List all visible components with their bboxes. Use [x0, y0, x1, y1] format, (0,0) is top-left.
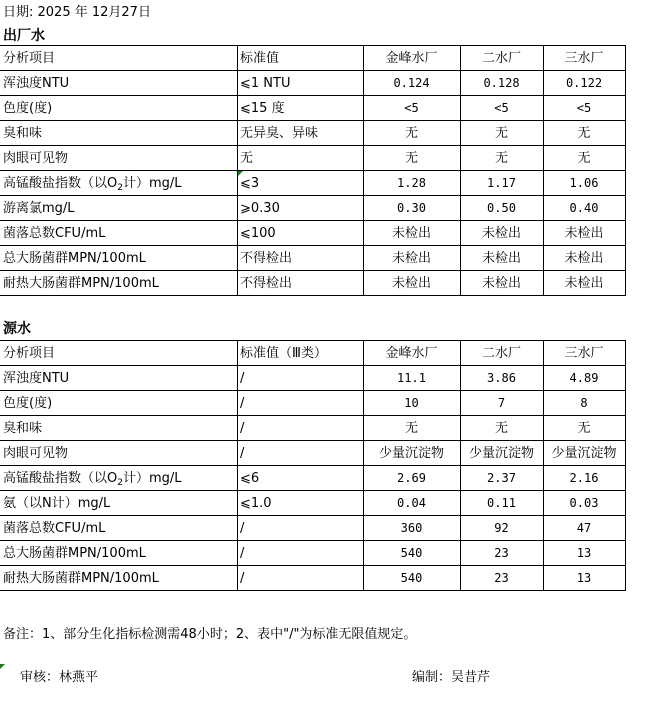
raw-water-gridline-h [0, 540, 625, 541]
finished-water-gridline-v [625, 45, 626, 296]
finished-water-gridline-h [0, 70, 625, 71]
finished-water-cell: <5 [494, 101, 509, 115]
raw-water-cell: 菌落总数CFU/mL [3, 521, 106, 536]
raw-water-cell: / [240, 371, 245, 386]
report-date: 日期: 2025 年 12月27日 [3, 5, 151, 20]
finished-water-gridline-h [0, 245, 625, 246]
finished-water-cell: 未检出 [564, 276, 604, 291]
finished-water-cell: 肉眼可见物 [3, 151, 69, 166]
footnote: 备注：1、部分生化指标检测需48小时；2、表中"/"为标准无限值规定。 [3, 627, 417, 642]
finished-water-header-cell: 三水厂 [564, 51, 604, 66]
finished-water-cell: 无 [494, 126, 508, 141]
comment-marker-icon [0, 664, 5, 669]
raw-water-cell: / [240, 446, 245, 461]
raw-water-cell: 0.03 [569, 496, 599, 510]
finished-water-cell: 游离氯mg/L [3, 201, 75, 216]
raw-water-gridline-h [0, 390, 625, 391]
raw-water-cell: 少量沉淀物 [551, 446, 617, 461]
finished-water-cell: 1.06 [569, 176, 599, 190]
finished-water-cell: 无 [577, 126, 591, 141]
finished-water-gridline-h [0, 195, 625, 196]
raw-water-cell: 540 [400, 546, 423, 560]
raw-water-cell: 360 [400, 521, 423, 535]
raw-water-cell: 无 [494, 421, 508, 436]
raw-water-gridline-h [0, 365, 625, 366]
raw-water-cell: / [240, 571, 245, 586]
raw-water-cell: 92 [494, 521, 509, 535]
raw-water-cell: 少量沉淀物 [468, 446, 534, 461]
raw-water-gridline-h [0, 465, 625, 466]
raw-water-gridline-h [0, 515, 625, 516]
section-title-finished-water: 出厂水 [3, 28, 45, 44]
raw-water-cell: / [240, 546, 245, 561]
raw-water-cell: 2.69 [397, 471, 426, 485]
finished-water-cell: 未检出 [391, 251, 431, 266]
finished-water-cell: 无 [494, 151, 508, 166]
finished-water-gridline-h [0, 220, 625, 221]
raw-water-cell: 无 [577, 421, 591, 436]
raw-water-cell: 11.1 [397, 371, 426, 385]
finished-water-cell: 高锰酸盐指数（以$O_2$计）mg/L [3, 176, 182, 193]
finished-water-cell: 0.50 [487, 201, 516, 215]
raw-water-cell: 3.86 [487, 371, 516, 385]
finished-water-cell: ⩾0.30 [240, 201, 280, 216]
finished-water-cell: 无 [404, 126, 418, 141]
raw-water-cell: 2.16 [569, 471, 599, 485]
raw-water-cell: 23 [494, 546, 509, 560]
finished-water-header-cell: 分析项目 [3, 51, 56, 66]
finished-water-gridline-h [0, 120, 625, 121]
finished-water-cell: 0.40 [569, 201, 599, 215]
finished-water-cell: 菌落总数CFU/mL [3, 226, 106, 241]
raw-water-cell: 臭和味 [3, 421, 43, 436]
raw-water-cell: 540 [400, 571, 423, 585]
raw-water-header-cell: 分析项目 [3, 346, 56, 361]
finished-water-cell: ⩽3 [240, 176, 260, 191]
finished-water-gridline-h [0, 295, 625, 296]
finished-water-cell: 无异臭、异味 [240, 126, 319, 141]
raw-water-header-cell: 三水厂 [564, 346, 604, 361]
finished-water-cell: 无 [577, 151, 591, 166]
finished-water-cell: 未检出 [481, 226, 521, 241]
finished-water-cell: ⩽100 [240, 226, 276, 241]
finished-water-cell: 未检出 [564, 251, 604, 266]
raw-water-cell: / [240, 421, 245, 436]
finished-water-cell: 0.30 [397, 201, 426, 215]
section-title-raw-water: 源水 [3, 321, 31, 337]
finished-water-cell: ⩽15 度 [240, 101, 285, 116]
raw-water-gridline-h [0, 415, 625, 416]
finished-water-header-cell: 标准值 [240, 51, 280, 66]
raw-water-header-cell: 二水厂 [481, 346, 521, 361]
raw-water-cell: 高锰酸盐指数（以$O_2$计）mg/L [3, 471, 182, 488]
raw-water-cell: 0.11 [487, 496, 516, 510]
finished-water-cell: 0.122 [565, 76, 603, 90]
raw-water-cell: 2.37 [487, 471, 516, 485]
finished-water-header-cell: 金峰水厂 [385, 51, 438, 66]
reviewer: 审核：林燕平 [20, 670, 99, 685]
finished-water-gridline-h [0, 95, 625, 96]
raw-water-cell: 氨（以N计）mg/L [3, 496, 111, 511]
raw-water-gridline-v [625, 340, 626, 591]
raw-water-gridline-v [237, 340, 238, 591]
raw-water-cell: 7 [497, 396, 506, 410]
raw-water-cell: 肉眼可见物 [3, 446, 69, 461]
finished-water-cell: 未检出 [564, 226, 604, 241]
finished-water-cell: 不得检出 [240, 276, 293, 291]
raw-water-cell: / [240, 396, 245, 411]
raw-water-header-cell: 金峰水厂 [385, 346, 438, 361]
finished-water-cell: 未检出 [481, 251, 521, 266]
finished-water-cell: 浑浊度NTU [3, 76, 70, 91]
raw-water-gridline-h [0, 590, 625, 591]
finished-water-cell: 1.17 [487, 176, 516, 190]
raw-water-cell: 4.89 [569, 371, 599, 385]
raw-water-cell: 0.04 [397, 496, 426, 510]
raw-water-cell: 47 [576, 521, 592, 535]
raw-water-cell: 耐热大肠菌群MPN/100mL [3, 571, 159, 586]
raw-water-cell: 10 [404, 396, 419, 410]
raw-water-cell: 少量沉淀物 [378, 446, 444, 461]
raw-water-cell: 8 [580, 396, 588, 410]
raw-water-cell: 23 [494, 571, 509, 585]
finished-water-gridline-h [0, 170, 625, 171]
finished-water-cell: 未检出 [391, 276, 431, 291]
raw-water-cell: 总大肠菌群MPN/100mL [3, 546, 146, 561]
finished-water-cell: 无 [404, 151, 418, 166]
finished-water-cell: 0.124 [393, 76, 430, 90]
raw-water-cell: 色度(度) [3, 396, 53, 411]
raw-water-cell: 无 [404, 421, 418, 436]
finished-water-cell: 不得检出 [240, 251, 293, 266]
finished-water-cell: 无 [240, 151, 254, 166]
finished-water-cell: 未检出 [391, 226, 431, 241]
finished-water-header-cell: 二水厂 [481, 51, 521, 66]
editor: 编制：吴昔芹 [412, 670, 491, 685]
finished-water-gridline-h [0, 145, 625, 146]
finished-water-cell: 耐热大肠菌群MPN/100mL [3, 276, 159, 291]
finished-water-cell: 未检出 [481, 276, 521, 291]
raw-water-cell: ⩽1.0 [240, 496, 272, 511]
raw-water-cell: ⩽6 [240, 471, 260, 486]
finished-water-cell: <5 [404, 101, 419, 115]
raw-water-cell: 13 [576, 546, 592, 560]
comment-marker-icon [238, 171, 243, 176]
finished-water-cell: <5 [576, 101, 592, 115]
finished-water-cell: 1.28 [397, 176, 426, 190]
raw-water-cell: / [240, 521, 245, 536]
raw-water-header-cell: 标准值（Ⅲ类） [240, 346, 327, 361]
finished-water-cell: 0.128 [483, 76, 520, 90]
raw-water-gridline-h [0, 340, 625, 341]
finished-water-gridline-h [0, 45, 625, 46]
finished-water-cell: 总大肠菌群MPN/100mL [3, 251, 146, 266]
finished-water-cell: 臭和味 [3, 126, 43, 141]
finished-water-cell: ⩽1 NTU [240, 76, 291, 91]
raw-water-cell: 13 [576, 571, 592, 585]
finished-water-gridline-h [0, 270, 625, 271]
raw-water-gridline-h [0, 490, 625, 491]
raw-water-gridline-h [0, 565, 625, 566]
raw-water-cell: 浑浊度NTU [3, 371, 70, 386]
raw-water-gridline-h [0, 440, 625, 441]
finished-water-cell: 色度(度) [3, 101, 53, 116]
